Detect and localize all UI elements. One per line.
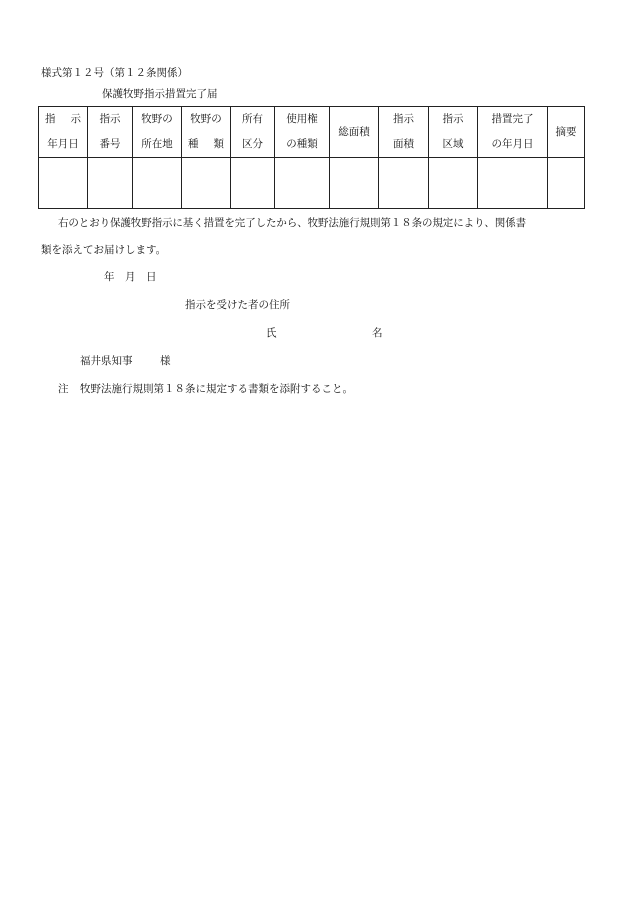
header-cell: 指 示 年月日 [39,107,88,158]
table-cell [379,158,429,209]
addressee: 福井県知事 [80,355,133,367]
header-cell: 所有 区分 [231,107,275,158]
body-text-line-2: 類を添えてお届けします。 [41,244,167,256]
table-cell [429,158,478,209]
header-cell: 指示 区域 [429,107,478,158]
body-text-line-1: 右のとおり保護牧野指示に基く措置を完了したから、牧野法施行規則第１８条の規定により、関係書 [58,217,526,229]
table-row [39,158,585,209]
name-label-right: 名 [372,327,383,339]
name-label-left: 氏 [266,327,277,339]
header-cell: 牧野の 所在地 [133,107,182,158]
header-cell: 措置完了 の年月日 [478,107,548,158]
header-cell: 指示 面積 [379,107,429,158]
header-cell: 摘要 [548,107,585,158]
table-cell [330,158,379,209]
table-cell [133,158,182,209]
header-cell: 牧野の 種 類 [182,107,231,158]
table-cell [548,158,585,209]
record-table [38,106,585,209]
address-label: 指示を受けた者の住所 [185,299,290,311]
honorific: 様 [160,355,171,367]
table-cell [39,158,88,209]
table-cell [182,158,231,209]
date-line: 年 月 日 [104,271,157,283]
table-cell [88,158,133,209]
table-cell [478,158,548,209]
note-text: 牧野法施行規則第１８条に規定する書類を添附すること。 [80,383,353,395]
header-cell: 総面積 [330,107,379,158]
note-label: 注 [58,383,69,395]
table-cell [275,158,330,209]
table-cell [231,158,275,209]
form-title: 保護牧野指示措置完了届 [102,88,218,100]
form-number: 様式第１２号（第１２条関係） [41,67,188,79]
header-cell: 指示 番号 [88,107,133,158]
table-header-row [39,107,585,158]
header-cell: 使用権 の種類 [275,107,330,158]
